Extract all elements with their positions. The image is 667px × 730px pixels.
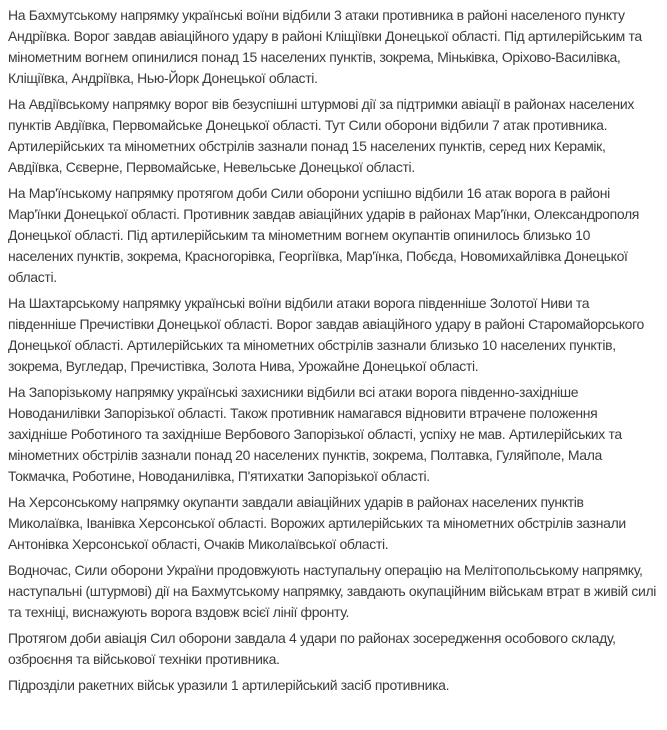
report-paragraph-shakhtarsk: На Шахтарському напрямку українські воїни відбили атаки ворога південніше Золотої Ниви та південніше Пречистівки Донецької області. Ворог завдав авіаційного удару в районі Старомайорського Донецької області. Артилерійських та мінометних обстрілів зазнали близько 10 населених пунктів, зокрема, Вугледар, Пречистівка, Золота Нива, Урожайне Донецької області. bbox=[8, 295, 644, 374]
report-paragraph-avdiivka: На Авдіївському напрямку ворог вів безуспішні штурмові дії за підтримки авіації в районах населених пунктів Авдіївка, Первомайське Донецької області. Тут Сили оборони відбили 7 атак противника. Артилерійських та мінометних обстрілів зазнали понад 15 населених пунктів, серед них Керамік, Авдіївка, Сєверне, Первомайське, Невельське Донецької області. bbox=[8, 96, 635, 175]
report-paragraph-marinka: На Мар'їнському напрямку протягом доби Сили оборони успішно відбили 16 атак ворога в районі Мар'їнки Донецької області. Противник завдав авіаційних ударів в районах Мар'їнки, Олександрополя Донецької області. Під артилерійським та мінометним вогнем окупантів опинилось близько 10 населених пунктів, зокрема, Красногорівка, Георгіївка, Мар'їнка, Побєда, Новомихайлівка Донецької області. bbox=[8, 185, 640, 285]
report-paragraph-aviation-strikes: Протягом доби авіація Сил оборони завдала 4 удари по районах зосередження особового складу, озброєння та військової техніки противника. bbox=[8, 630, 616, 667]
report-paragraph-zaporizhzhia: На Запорізькому напрямку українські захисники відбили всі атаки ворога південно-західніше Новоданилівки Запорізької області. Також противник намагався відновити втрачене положення західніше Роботиного та західніше Вербового Запорізької області, успіху не мав. Артилерійських та мінометних обстрілів зазнали понад 20 населених пунктів, зокрема, Полтавка, Гуляйполе, Мала Токмачка, Роботине, Новоданилівка, П'ятихатки Запорізької області. bbox=[8, 384, 622, 484]
report-paragraph-offensive-operations: Водночас, Сили оборони України продовжують наступальну операцію на Мелітопольському напрямку, наступальні (штурмові) дії на Бахмутському напрямку, завдають окупаційним військам втрат в живій силі та техніці, виснажують ворога вздовж всієї лінії фронту. bbox=[8, 562, 657, 620]
report-paragraph-kherson: На Херсонському напрямку окупанти завдали авіаційних ударів в районах населених пунктів Миколаївка, Іванівка Херсонської області. Ворожих артилерійських та мінометних обстрілів зазнали Антонівка Херсонської області, Очаків Миколаївської області. bbox=[8, 494, 626, 552]
report-paragraph-bakhmut: На Бахмутському напрямку українські воїни відбили 3 атаки противника в районі населеного пункту Андріївка. Ворог завдав авіаційного удару в районі Кліщіївки Донецької області. Під артилерійським та мінометним вогнем опинилися понад 15 населених пунктів, зокрема, Міньківка, Оріхово-Василівка, Кліщіївка, Андріївка, Нью-Йорк Донецької області. bbox=[8, 7, 642, 86]
report-paragraph-missile-forces: Підрозділи ракетних військ уразили 1 артилерійський засіб противника. bbox=[8, 677, 450, 693]
